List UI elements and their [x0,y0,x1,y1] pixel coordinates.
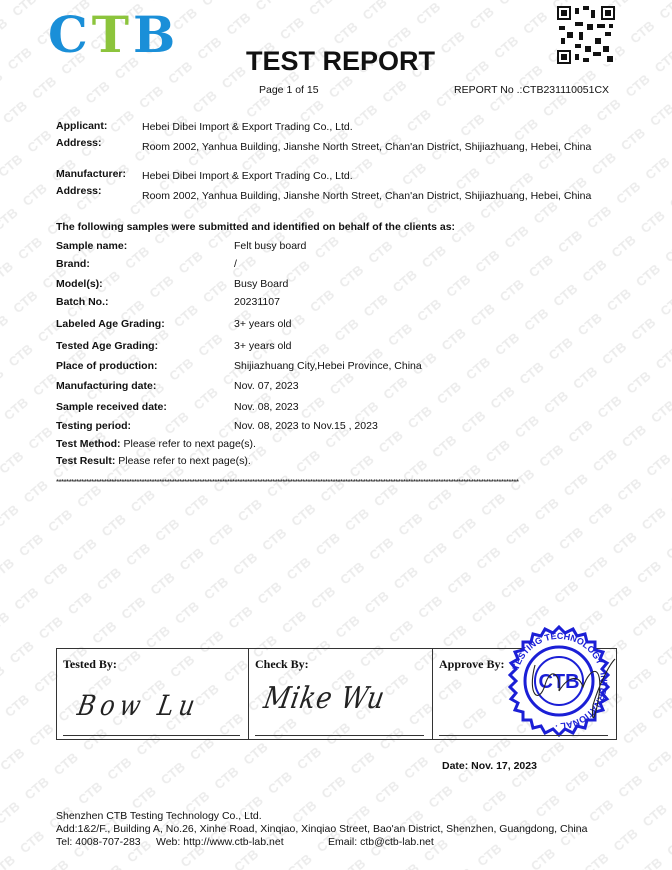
sample-label: Testing period: [56,420,132,432]
test-result: Test Result: Please refer to next page(s). [56,455,251,467]
sample-label: Sample name: [56,240,128,252]
footer-company: Shenzhen CTB Testing Technology Co., Ltd. [56,810,262,822]
report-date: Date: Nov. 17, 2023 [442,760,537,772]
report-number: REPORT No .:CTB231110051CX [454,84,610,96]
applicant-label: Applicant: [56,120,108,132]
separator-line: **************************************************************************************************************************************************************************************** [56,478,519,487]
ctb-logo: CTB [48,5,180,64]
tested-by-line [63,735,240,736]
sample-label: Model(s): [56,278,103,290]
tested-by-label: Tested By: [63,657,117,671]
sample-value: Felt busy board [234,240,307,252]
check-by-line [255,735,424,736]
applicant-address-value: Room 2002, Yanhua Building, Jianshe North Street, Chan'an District, Shijiazhuang, Hebei, China [142,141,592,153]
manufacturer-address-label: Address: [56,185,102,197]
approve-by-line [439,735,608,736]
svg-text:CTB: CTB [538,671,580,693]
svg-text:TESTING TECHNOLOGY · INTERNATI: TESTING TECHNOLOGY · INTERNATIONAL · [510,630,610,732]
check-by-label: Check By: [255,657,309,671]
sample-label: Place of production: [56,360,158,372]
page-title: TEST REPORT [246,46,436,76]
applicant-value: Hebei Dibei Import & Export Trading Co., Ltd. [142,121,353,133]
intro-text: The following samples were submitted and identified on behalf of the clients as: [56,221,456,233]
footer-address: Add:1&2/F., Building A, No.26, Xinhe Road, Xinqiao, Xinqiao Street, Bao'an District, Shenzhen, Guangdong, China [56,823,588,835]
tested-by-cell [57,649,249,739]
sample-value: Shijiazhuang City,Hebei Province, China [234,360,422,372]
signature-table [56,630,617,740]
qr-code [557,6,615,64]
sample-label: Batch No.: [56,296,109,308]
sample-label: Brand: [56,258,90,270]
sample-value: Nov. 07, 2023 [234,380,299,392]
sample-value: 20231107 [234,296,280,308]
sample-label: Labeled Age Grading: [56,318,165,330]
ctb-stamp [499,625,619,737]
tested-by-signature: Bow Lu [75,689,203,722]
approve-by-label: Approve By: [439,657,505,671]
sample-value: Nov. 08, 2023 [234,401,299,413]
sample-label: Sample received date: [56,401,167,413]
sample-value: 3+ years old [234,318,292,330]
footer-web[interactable]: Web: http://www.ctb-lab.net [156,836,284,848]
manufacturer-value: Hebei Dibei Import & Export Trading Co., Ltd. [142,170,353,182]
applicant-address-label: Address: [56,137,102,149]
check-by-cell [249,649,433,739]
sample-label: Manufacturing date: [56,380,157,392]
test-method: Test Method: Please refer to next page(s). [56,438,256,450]
manufacturer-address-value: Room 2002, Yanhua Building, Jianshe North Street, Chan'an District, Shijiazhuang, Hebei, China [142,190,592,202]
page-number: Page 1 of 15 [259,84,319,96]
sample-value: Nov. 08, 2023 to Nov.15 , 2023 [234,420,378,432]
sample-value: 3+ years old [234,340,292,352]
check-by-signature: Mike Wu [261,681,388,716]
sample-value: Busy Board [234,278,289,290]
sample-label: Tested Age Grading: [56,340,159,352]
manufacturer-label: Manufacturer: [56,168,127,180]
sample-value: / [234,258,237,270]
footer-email[interactable]: Email: ctb@ctb-lab.net [328,836,434,848]
approve-by-cell [433,630,616,739]
footer-tel: Tel: 4008-707-283 [56,836,141,848]
